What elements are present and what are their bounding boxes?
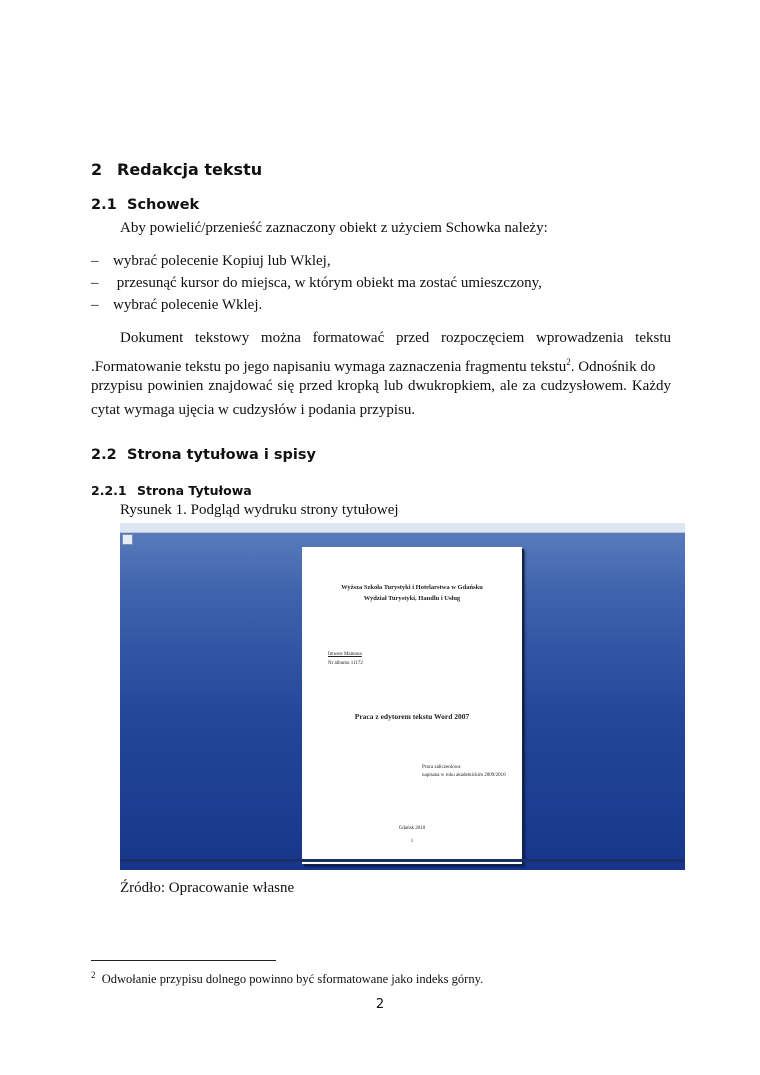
list-item-text: przesunąć kursor do miejsca, w którym obiekt ma zostać umieszczony, [113, 275, 542, 291]
preview-school-line2: Wydział Turystyki, Handlu i Usług [363, 595, 461, 602]
list-item: – wybrać polecenie Kopiuj lub Wklej, [91, 253, 331, 269]
section-number: 2.1 [91, 197, 117, 213]
paragraph-line: cytat wymaga ujęcia w cudzysłów i podania przypisu. [91, 402, 416, 418]
preview-page-number: 1 [410, 839, 414, 844]
paragraph-line [91, 351, 671, 378]
status-bar [120, 859, 685, 862]
preview-promoter-line1: Praca zaliczeniowa [422, 765, 461, 770]
chapter-number: 2 [91, 160, 103, 179]
ribbon-strip [120, 523, 685, 533]
figure-source: Źródło: Opracowanie własne [120, 880, 295, 896]
chapter-heading [91, 160, 262, 179]
footnote-reference: 2 [566, 357, 571, 367]
footnote [91, 970, 483, 987]
paragraph-line: Dokument tekstowy można formatować przed rozpoczęciem wprowadzenia tekstu [120, 330, 671, 346]
list-item: – wybrać polecenie Wklej. [91, 297, 263, 313]
section-heading-2-2 [91, 447, 316, 463]
intro-text: Aby powielić/przenieść zaznaczony obiekt z użyciem Schowka należy: [120, 220, 548, 236]
preview-school-line1: Wyższa Szkoła Turystyki i Hotelarstwa w Gdańsku [341, 584, 483, 591]
preview-work-title: Praca z edytorem tekstu Word 2007 [354, 712, 470, 721]
section-title: Schowek [127, 197, 200, 213]
footnote-number: 2 [91, 970, 96, 980]
print-preview-screenshot [120, 523, 685, 870]
section-number: 2.2 [91, 447, 117, 463]
chapter-title: Redakcja tekstu [117, 160, 263, 179]
subsection-heading-2-2-1 [91, 483, 252, 498]
preview-promoter-line2: napisana w roku akademickim 2009/2010 [422, 773, 506, 778]
section-heading-2-1 [91, 197, 199, 213]
page-number: 2 [375, 997, 385, 1012]
preview-author-line1: Imwest Mamona [328, 652, 362, 657]
preview-page [302, 547, 522, 864]
preview-city-year: Gdańsk 2010 [398, 826, 426, 831]
subsection-title: Strona Tytułowa [137, 483, 252, 498]
footnote-separator [91, 960, 276, 961]
paragraph-line-text: .Formatowanie tekstu po jego napisaniu wymaga zaznaczenia fragmentu tekstu [91, 359, 567, 375]
preview-author-line2: Nr albumu 11172 [328, 661, 363, 666]
subsection-number: 2.2.1 [91, 483, 127, 498]
figure-caption: Rysunek 1. Podgląd wydruku strony tytułowej [120, 502, 399, 518]
paragraph-line-tail: . Odnośnik do [570, 359, 656, 375]
section-title: Strona tytułowa i spisy [127, 447, 316, 463]
list-item-text: wybrać polecenie Wklej. [113, 297, 263, 313]
list-item: – przesunąć kursor do miejsca, w którym obiekt ma zostać umieszczony, [91, 275, 542, 291]
footnote-text: Odwołanie przypisu dolnego powinno być sformatowane jako indeks górny. [101, 972, 484, 987]
paragraph-line: przypisu powinien znajdować się przed kropką lub dwukropkiem, ale za cudzysłowem. Każdy [91, 378, 671, 394]
window-icon [122, 534, 133, 545]
list-item-text: wybrać polecenie Kopiuj lub Wklej, [113, 253, 331, 269]
